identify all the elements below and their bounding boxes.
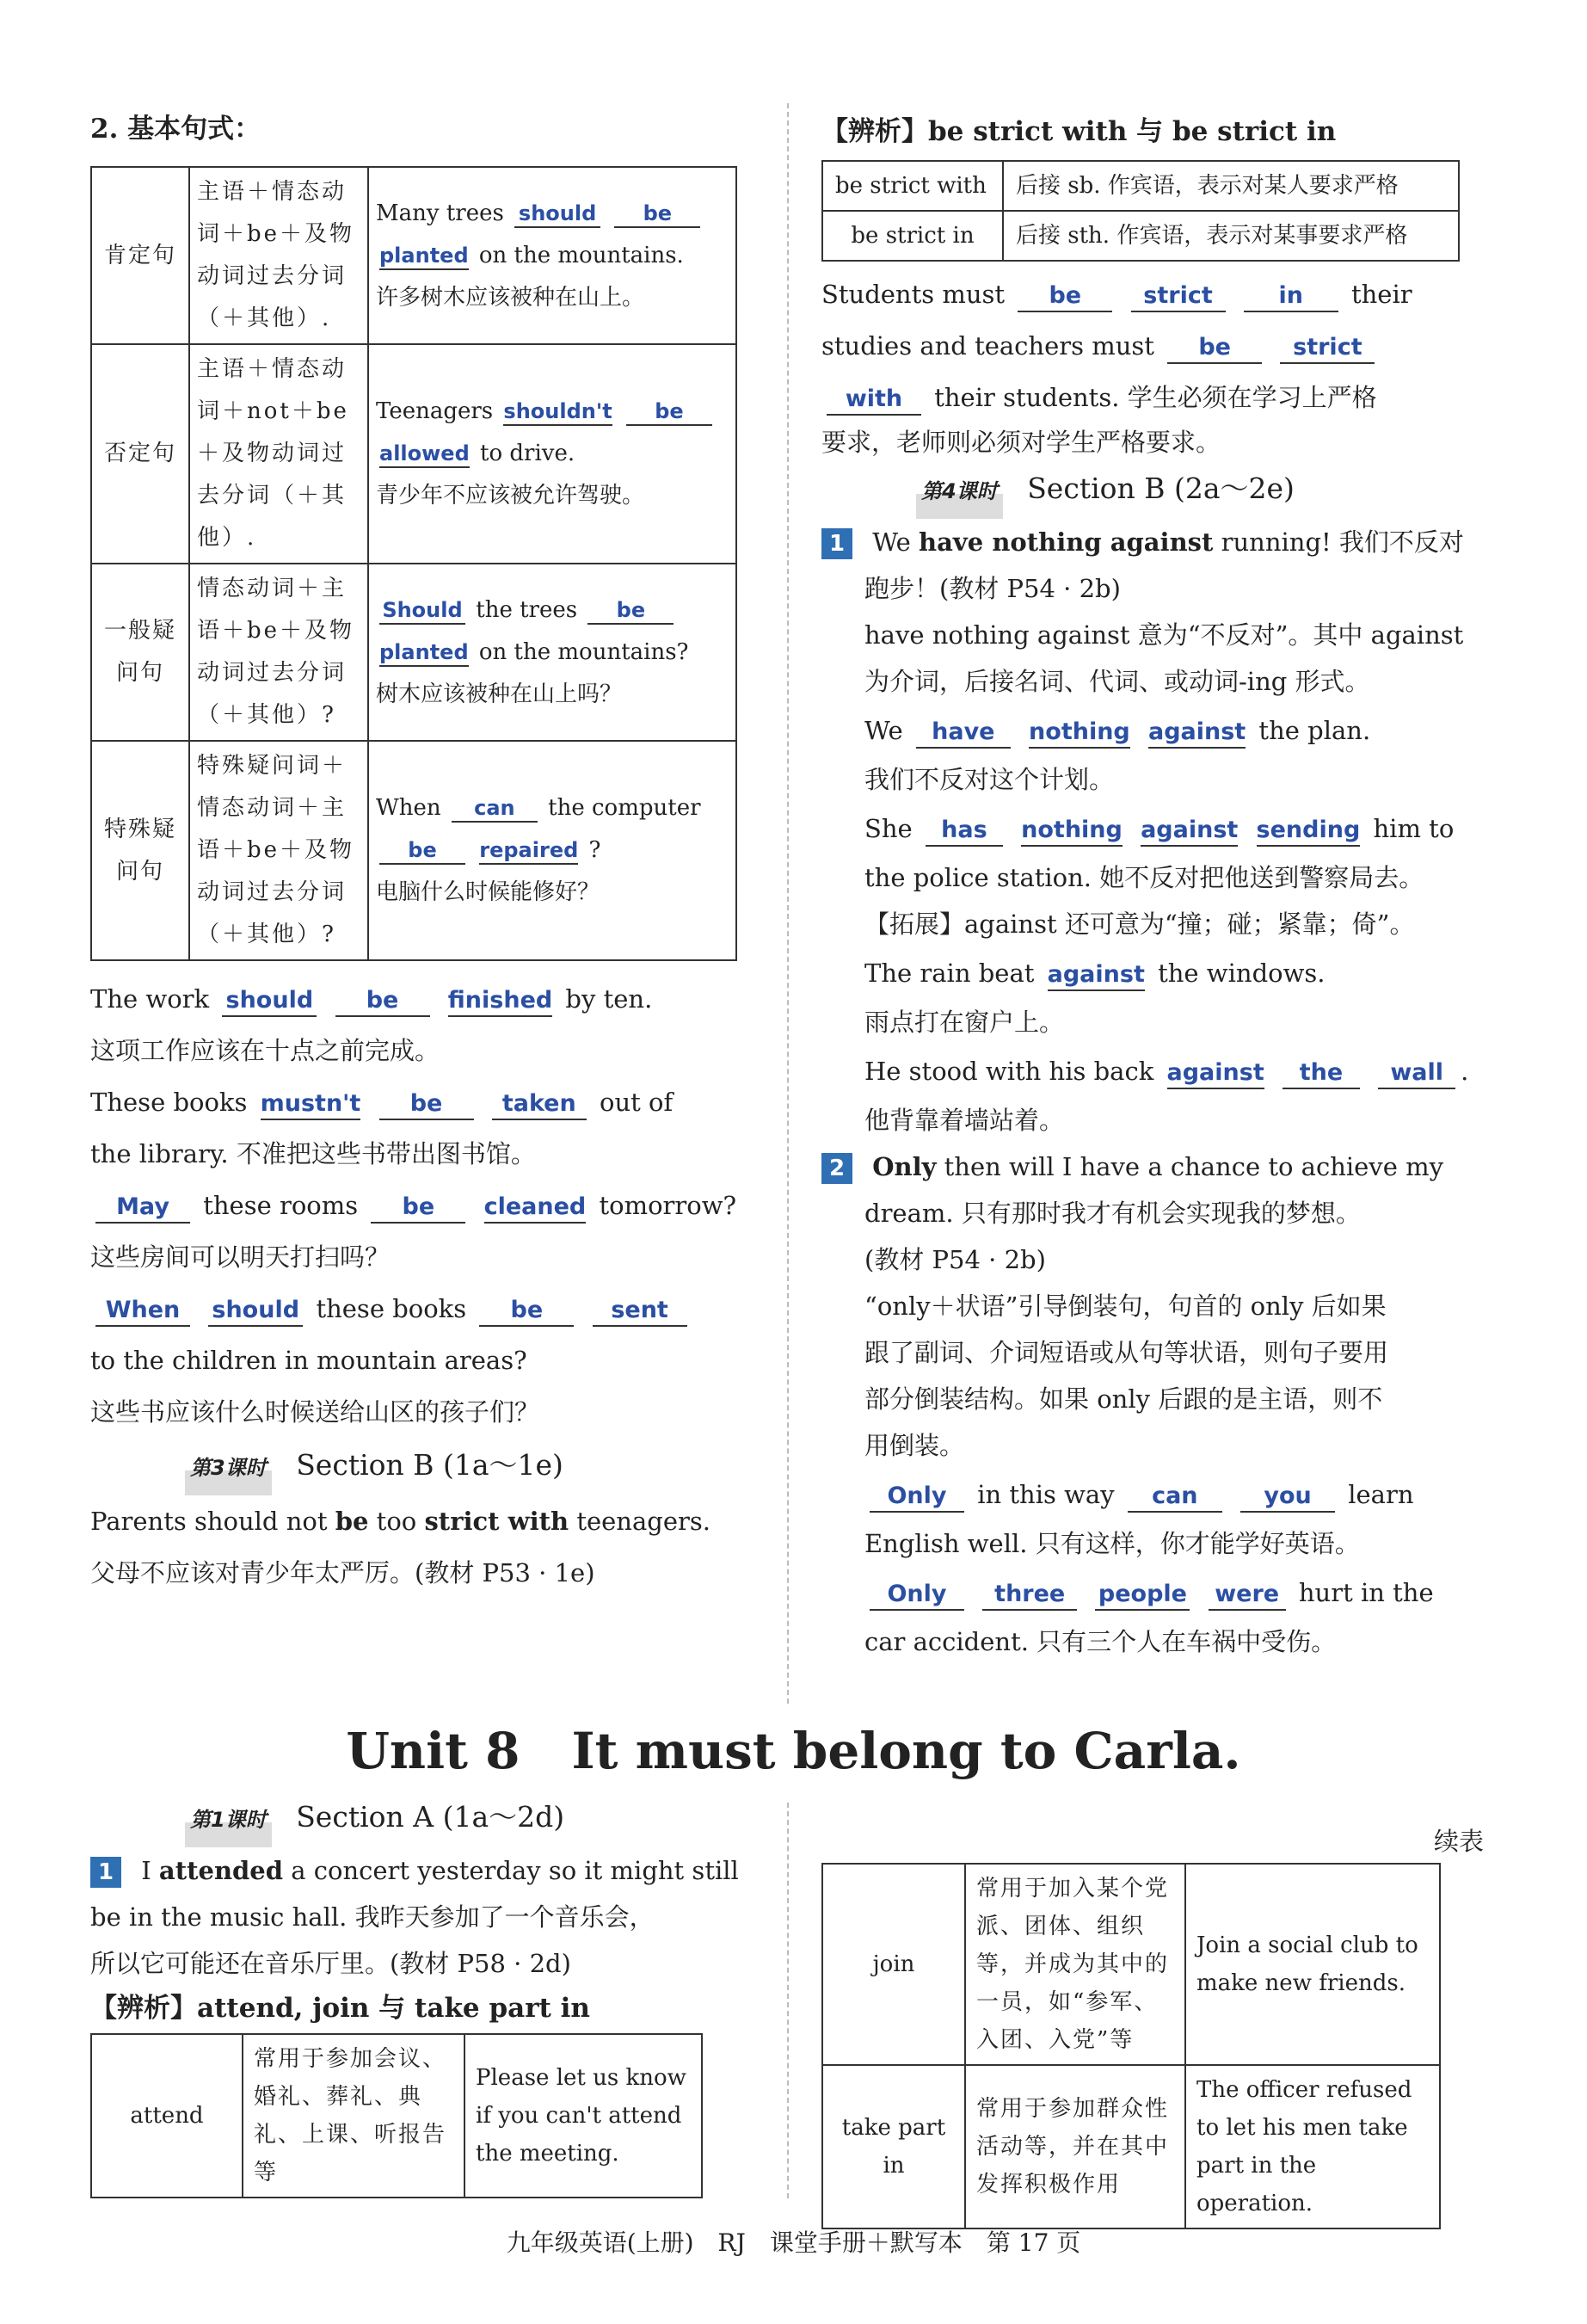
note: 跟了副词、介词短语或从句等状语，则句子要用 (864, 1338, 1389, 1367)
text: We (872, 527, 911, 557)
analysis-title: 【辨析】be strict with 与 be strict in (821, 116, 1337, 147)
page-footer: 九年级英语(上册) RJ 课堂手册＋默写本 第 17 页 (506, 2228, 1081, 2257)
answer-blank[interactable]: can (452, 795, 538, 823)
translation: 只有这样，你才能学好英语。 (1035, 1529, 1360, 1558)
answer-blank[interactable]: sending (1257, 816, 1361, 847)
keyword: Only (872, 1152, 937, 1181)
translation: 青少年不应该被允许驾驶。 (376, 483, 645, 509)
example-line (821, 320, 1484, 372)
answer-blank[interactable]: be (1167, 333, 1262, 364)
answer-blank[interactable]: shouldn't (503, 398, 612, 426)
answer-blank[interactable]: should (208, 1296, 303, 1327)
desc-cell: 后接 sb. 作宾语，表示对某人要求严格 (1003, 161, 1459, 211)
answer-blank[interactable]: have (916, 718, 1011, 749)
translation: 跑步！(教材 P54 · 2b) (864, 574, 1121, 603)
lesson-badge: 第3课时 (185, 1440, 272, 1495)
example-line: to the children in mountain areas? (90, 1346, 527, 1375)
unit-name: It must belong to Carla. (571, 1722, 1241, 1780)
text: She (864, 814, 913, 843)
text: tomorrow? (599, 1191, 737, 1220)
usage-cell: 常用于参加群众性活动等，并在其中发挥积极作用 (965, 2065, 1185, 2228)
answer-blank[interactable]: were (1209, 1580, 1286, 1611)
translation: 我们不反对 (1338, 527, 1464, 557)
row-structure: 特殊疑问词＋情态动词＋主语＋be＋及物动词过去分词（＋其他）? (189, 741, 368, 960)
example-cell: Join a social club to make new friends. (1185, 1864, 1440, 2065)
unit-number: Unit 8 (346, 1722, 520, 1780)
lesson-title: Section B (2a～2e) (1027, 472, 1295, 505)
translation: 树木应该被种在山上吗？ (376, 681, 623, 707)
answer-blank[interactable]: against (1048, 960, 1145, 991)
answer-blank[interactable]: should (222, 986, 317, 1017)
translation: 父母不应该对青少年太严厉。(教材 P53 · 1e) (90, 1558, 595, 1587)
text: He stood with his back (864, 1057, 1154, 1086)
lesson-header (821, 461, 1484, 519)
row-structure: 情态动词＋主语＋be＋及物动词过去分词（＋其他）? (189, 564, 368, 741)
translation: 所以它可能还在音乐厅里。(教材 P58 · 2d) (90, 1949, 571, 1978)
row-example (368, 344, 736, 564)
text: by ten. (565, 984, 653, 1014)
note: have nothing against 意为“不反对”。其中 against (864, 620, 1464, 650)
text: their students. (934, 383, 1120, 412)
join-table (821, 1863, 1441, 2229)
translation: 许多树木应该被种在山上。 (376, 284, 645, 311)
answer-blank[interactable]: be (587, 597, 674, 625)
text: dream. (864, 1199, 954, 1228)
item-number: 1 (90, 1857, 121, 1888)
text: teenagers. (576, 1507, 710, 1536)
keyword: be (335, 1507, 369, 1536)
term-cell: attend (91, 2034, 243, 2198)
answer-blank[interactable]: can (1128, 1482, 1222, 1513)
text: a concert yesterday so it might still (291, 1856, 739, 1885)
row-structure: 主语＋情态动词＋not＋be＋及物动词过去分词（＋其他）. (189, 344, 368, 564)
answer-blank[interactable]: three (982, 1580, 1077, 1611)
text: these books (316, 1294, 467, 1323)
translation: 这些房间可以明天打扫吗？ (90, 1242, 391, 1272)
text: these rooms (203, 1191, 359, 1220)
translation: 这项工作应该在十点之前完成。 (90, 1036, 440, 1065)
answer-blank[interactable]: should (514, 200, 600, 228)
answer-blank[interactable]: mustn't (261, 1089, 361, 1120)
table-row (822, 1864, 1440, 2065)
lesson-header (90, 1438, 753, 1495)
text: Parents should not (90, 1507, 328, 1536)
table-row (822, 2065, 1440, 2228)
table-row (91, 167, 736, 344)
row-type: 否定句 (91, 344, 189, 564)
answer-blank[interactable]: people (1095, 1580, 1190, 1611)
keyword: have nothing against (919, 527, 1214, 557)
item-number: 1 (821, 528, 852, 559)
usage-cell: 常用于参加会议、婚礼、葬礼、典礼、上课、听报告等 (243, 2034, 464, 2198)
left-column (90, 108, 753, 1599)
table-row (822, 211, 1459, 261)
example-line (821, 1045, 1484, 1097)
text: The work (90, 984, 210, 1014)
row-structure: 主语＋情态动词＋be＋及物动词过去分词（＋其他）. (189, 167, 368, 344)
example-line (821, 1520, 1484, 1567)
row-example (368, 741, 736, 960)
table-row (91, 2034, 702, 2198)
lesson-badge: 第1课时 (185, 1792, 272, 1847)
answer-blank[interactable]: planted (379, 243, 469, 270)
example-text: When (376, 795, 441, 821)
example-line (90, 1128, 753, 1180)
answer-blank[interactable]: you (1240, 1482, 1335, 1513)
source: (教材 P54 · 2b) (864, 1245, 1046, 1274)
text: the police station. (864, 863, 1092, 892)
text: English well. (864, 1529, 1028, 1558)
example-line (821, 372, 1484, 423)
text: in this way (977, 1480, 1115, 1509)
item-number: 2 (821, 1153, 852, 1184)
table-row (91, 344, 736, 564)
note: 用倒装。 (864, 1431, 965, 1460)
example-text: to drive. (480, 441, 575, 466)
text: The rain beat (864, 959, 1035, 988)
note: 部分倒装结构。如果 only 后跟的是主语，则不 (864, 1384, 1383, 1414)
text: learn (1348, 1480, 1414, 1509)
example-line (90, 973, 753, 1025)
row-example (368, 167, 736, 344)
translation: 学生必须在学习上严格 (1127, 383, 1377, 412)
text: the plan. (1258, 716, 1371, 745)
answer-blank[interactable]: When (95, 1296, 190, 1327)
text: then will I have a chance to achieve my (944, 1152, 1443, 1181)
translation: 只有三个人在车祸中受伤。 (1036, 1627, 1337, 1656)
row-type: 一般疑问句 (91, 564, 189, 741)
translation: 我们不反对这个计划。 (864, 765, 1115, 794)
example-text: Teenagers (376, 398, 494, 424)
answer-blank[interactable]: be (626, 398, 712, 426)
column-divider-bottom (787, 1803, 789, 2198)
answer-blank[interactable]: sent (593, 1296, 687, 1327)
attend-table (90, 2033, 703, 2198)
answer-blank[interactable]: repaired (479, 837, 578, 865)
example-text: ? (588, 837, 601, 863)
text: running! (1221, 527, 1332, 557)
answer-blank[interactable]: be (379, 837, 465, 865)
example-line (821, 1567, 1484, 1618)
answer-blank[interactable]: allowed (379, 441, 470, 468)
example-line (821, 1190, 1484, 1236)
translation: 他背靠着墙站着。 (864, 1106, 1065, 1135)
answer-blank[interactable]: be (371, 1193, 465, 1224)
lesson-badge: 第4课时 (916, 464, 1003, 519)
answer-blank[interactable]: against (1141, 816, 1238, 847)
examples (90, 973, 753, 1599)
text: . (1461, 1057, 1469, 1086)
row-example (368, 564, 736, 741)
answer-blank[interactable]: against (1167, 1058, 1264, 1089)
example-text: on the mountains? (478, 638, 689, 665)
example-line (821, 1469, 1484, 1520)
term-cell: take part in (822, 2065, 965, 2228)
example-line (90, 1076, 753, 1128)
bottom-right-column (821, 1820, 1484, 2229)
text: their (1350, 280, 1412, 309)
strict-table (821, 160, 1460, 262)
table-row (822, 161, 1459, 211)
answer-blank[interactable]: May (95, 1193, 190, 1224)
answer-blank[interactable]: taken (492, 1089, 587, 1120)
table-row (91, 741, 736, 960)
analysis-title: 【辨析】attend, join 与 take part in (90, 1993, 590, 2024)
answer-blank[interactable]: be (379, 1089, 474, 1120)
translation: 要求，老师则必须对学生严格要求。 (821, 428, 1221, 457)
answer-blank[interactable]: nothing (1029, 718, 1130, 749)
example-line (821, 1618, 1484, 1665)
section-heading: 2. 基本句式： (90, 114, 261, 145)
answer-blank[interactable]: wall (1378, 1058, 1455, 1089)
bottom-left-column (90, 1790, 753, 2198)
example-line (90, 1180, 753, 1231)
text: him to (1373, 814, 1455, 843)
answer-blank[interactable]: in (1244, 281, 1338, 312)
example-line (821, 803, 1484, 854)
answer-blank[interactable]: with (827, 385, 921, 416)
grammar-table (90, 166, 737, 961)
continued-label: 续表 (1433, 1827, 1484, 1856)
table-row (91, 564, 736, 741)
text: Students must (821, 280, 1006, 309)
example-line (90, 1495, 753, 1547)
note: “only＋状语”引导倒装句，句首的 only 后如果 (864, 1291, 1387, 1321)
lesson-header (90, 1790, 753, 1847)
example-line (821, 854, 1484, 901)
note: 为介词，后接名词、代词、或动词-ing 形式。 (864, 667, 1370, 696)
answer-blank[interactable]: the (1283, 1058, 1360, 1089)
text: studies and teachers must (821, 331, 1154, 361)
translation: 不准把这些书带出图书馆。 (236, 1139, 536, 1168)
answer-blank[interactable]: strict (1131, 281, 1226, 312)
term-cell: join (822, 1864, 965, 2065)
item-2 (821, 1144, 1484, 1665)
translation: 这些书应该什么时候送给山区的孩子们？ (90, 1397, 540, 1427)
example-cell: Please let us know if you can't attend the meeting. (464, 2034, 702, 2198)
example-text: Many trees (376, 200, 504, 226)
answer-blank[interactable]: Only (870, 1482, 964, 1513)
text: too (376, 1507, 417, 1536)
translation: 雨点打在窗户上。 (864, 1008, 1065, 1037)
example-line (90, 1894, 753, 1940)
answer-blank[interactable]: be (479, 1296, 574, 1327)
row-type: 肯定句 (91, 167, 189, 344)
answer-blank[interactable]: be (614, 200, 700, 228)
answer-blank[interactable]: Only (870, 1580, 964, 1611)
text: These books (90, 1088, 248, 1117)
answer-blank[interactable]: planted (379, 639, 469, 667)
answer-blank[interactable]: strict (1280, 333, 1375, 364)
extension-note: 【拓展】against 还可意为“撞；碰；紧靠；倚”。 (864, 909, 1415, 939)
example-line (90, 1283, 753, 1335)
desc-cell: 后接 sth. 作宾语，表示对某事要求严格 (1003, 211, 1459, 261)
answer-blank[interactable]: nothing (1021, 816, 1123, 847)
text: car accident. (864, 1627, 1029, 1656)
item-1 (821, 519, 1484, 1144)
item-1 (90, 1847, 753, 2030)
translation: 只有那时我才有机会实现我的梦想。 (961, 1199, 1361, 1228)
example-cell: The officer refused to let his men take part in the operation. (1185, 2065, 1440, 2228)
text: hurt in the (1298, 1578, 1434, 1607)
text: the windows. (1158, 959, 1326, 988)
example-text: on the mountains. (478, 242, 684, 268)
translation: 她不反对把他送到警察局去。 (1099, 863, 1424, 892)
text: I (141, 1856, 151, 1885)
example-text: the computer (548, 795, 701, 821)
text: We (864, 716, 903, 745)
answer-blank[interactable]: against (1148, 718, 1246, 749)
usage-cell: 常用于加入某个党派、团体、组织等，并成为其中的一员，如“参军、入团、入党”等 (965, 1864, 1185, 2065)
text: out of (600, 1088, 674, 1117)
answer-blank[interactable]: be (335, 986, 430, 1017)
translation: 电脑什么时候能修好？ (376, 879, 600, 905)
keyword: strict with (424, 1507, 569, 1536)
example-line (821, 705, 1484, 756)
example-text: the trees (476, 596, 578, 623)
text: be in the music hall. (90, 1902, 348, 1932)
term-cell: be strict in (822, 211, 1003, 261)
lesson-title: Section A (1a～2d) (296, 1800, 565, 1834)
row-type: 特殊疑问句 (91, 741, 189, 960)
unit-title (0, 1717, 1587, 1785)
lesson-title: Section B (1a～1e) (296, 1448, 563, 1482)
answer-blank[interactable]: cleaned (484, 1193, 587, 1224)
answer-blank[interactable]: be (1018, 281, 1112, 312)
translation: 我昨天参加了一个音乐会， (354, 1902, 655, 1932)
right-column (821, 110, 1484, 1665)
term-cell: be strict with (822, 161, 1003, 211)
example-line (821, 947, 1484, 999)
answer-blank[interactable]: finished (448, 986, 552, 1017)
column-divider (787, 103, 789, 1704)
answer-blank[interactable]: Should (379, 597, 465, 625)
answer-blank[interactable]: has (926, 816, 1003, 847)
example-line (821, 268, 1484, 320)
text: the library. (90, 1139, 229, 1168)
keyword: attended (158, 1856, 284, 1885)
